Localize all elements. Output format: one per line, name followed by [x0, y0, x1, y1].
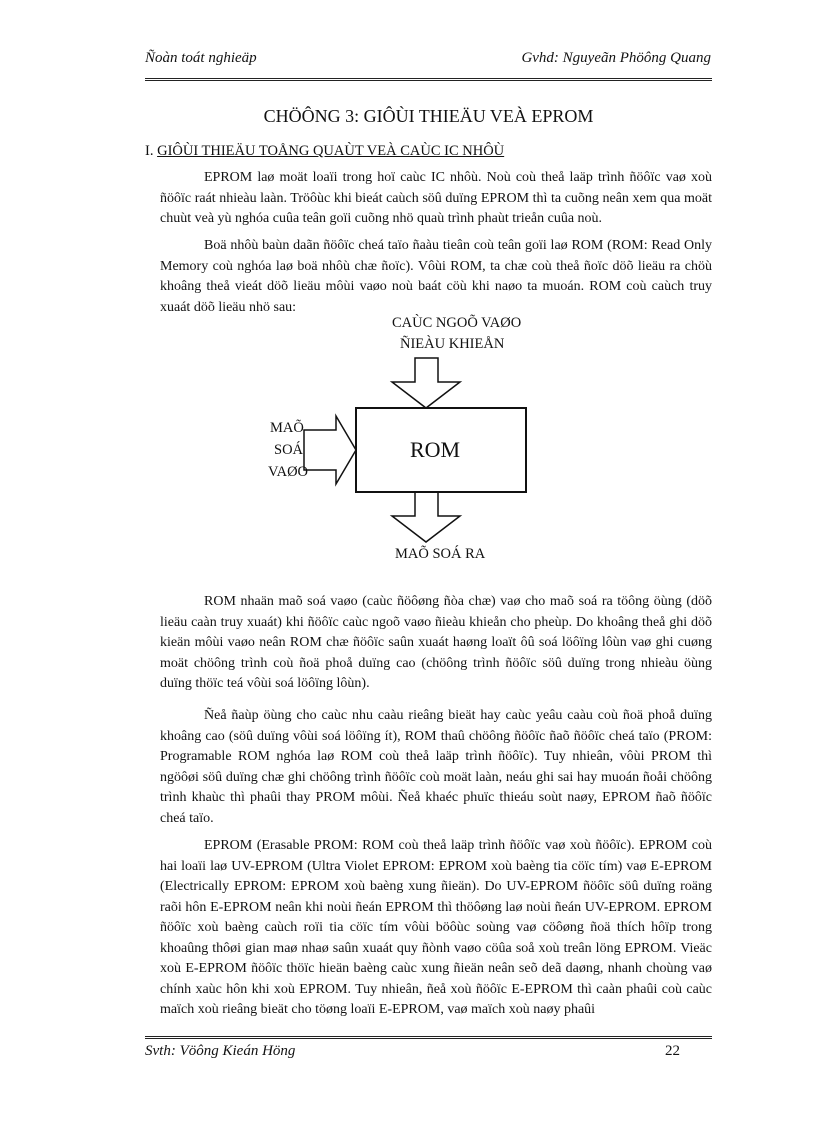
- footer-author: Svth: Vöông Kieán Höng: [145, 1043, 296, 1059]
- control-arrow: [392, 358, 460, 408]
- paragraph-rom-operation: ROM nhaän maõ soá vaøo (caùc ñöôøng ñòa chæ) vaø cho maõ soá ra töông öùng (döõ lieäu caàn truy xuaát) khi ñöôïc caùc ngoõ vaøo ñieàu khieån cho pheùp. Do khoâng theå ghi döõ kieän môùi vaøo neân ROM chæ ñöôïc saûn xuaát haøng loaït ôû soá löôïng lôùn vaø ghi cuøng moät chöông trình coù ñoä phoå duïng cao (chöông trình ñöôïc söû duïng trong nhieàu öùng duïng thöïc teá vôùi soá löôïng lôùn).: [160, 594, 712, 691]
- footer-divider: [145, 1036, 712, 1039]
- rom-box-label: ROM: [410, 437, 461, 462]
- input-arrow: [304, 416, 356, 484]
- section-title: GIÔÙI THIEÄU TOÅNG QUAÙT VEÀ CAÙC IC NHÔÙ: [157, 143, 505, 159]
- input-label-line2: SOÁ: [274, 442, 304, 458]
- control-label-line1: CAÙC NGOÕ VAØO: [392, 315, 522, 331]
- paragraph-eprom: EPROM (Erasable PROM: ROM coù theå laäp trình ñöôïc vaø xoù ñöôïc). EPROM coù hai loaïi laø UV-EPROM (Ultra Violet EPROM: EPROM xoù baèng tia cöïc tím) vaø E-EPROM (Electrically EPROM: EPROM xoù baèng xung ñieän). Do UV-EPROM ñöôïc söû duïng roäng raõi hôn E-EPROM neân khi noùi ñeán EPROM thì thöôøng laø noùi ñeán UV-EPROM. EPROM ñöôïc xoù baèng caùch roïi tia cöïc tím vôùi böôùc soùng vaø cöôøng ñoä thích hôïp trong khoaûng thôøi gian maø nhaø saûn xuaát quy ñònh vaøo cöûa soå xoù treân löng EPROM. Vieäc xoù E-EPROM ñöôïc thöïc hieän baèng caùc xung ñieän neân seõ deã daøng, nhanh choùng vaø chính xaùc hôn khi xoù EPROM. Tuy nhieân, ñeå xoù ñöôïc E-EPROM thì caàn phaûi coù caùc maïch xoù rieâng bieät cho töøng loaïi E-EPROM, vaø maïch xoù naøy phaûi: [160, 838, 712, 1017]
- header-divider: [145, 78, 712, 81]
- chapter-title: CHÖÔNG 3: GIÔÙI THIEÄU VEÀ EPROM: [263, 106, 594, 126]
- header-left: Ñoàn toát nghieäp: [145, 50, 257, 66]
- paragraph-prom: Ñeå ñaùp öùng cho caùc nhu caàu rieâng bieät hay caùc yeâu caàu coù ñoä phoå duïng khoâng cao (söû duïng vôùi soá löôïng ít), ROM thaû chöông ñöôïc ñaõ ñöôïc cheá taïo (PROM: Programable ROM nghóa laø ROM coù theå laäp trình ñöôïc). Tuy nhieân, vôùi PROM thì ngöôøi söû duïng chæ ghi chöông trình ñöôïc coù moät laàn, neáu ghi sai hay muoán ñoåi chöông trình khaùc thì phaûi thay PROM môùi. Ñeå khaéc phuïc thieáu soùt naøy, EPROM ñaõ ñöôïc cheá taïo.: [160, 708, 712, 826]
- output-label: MAÕ SOÁ RA: [395, 546, 486, 562]
- page-number: 22: [665, 1043, 680, 1059]
- section-number: I.: [145, 143, 158, 159]
- output-arrow: [392, 492, 460, 542]
- rom-block-diagram: [260, 310, 540, 580]
- input-label-line3: VAØO: [268, 464, 309, 480]
- section-heading: [145, 143, 504, 160]
- paragraph-rom: Boä nhôù baùn daãn ñöôïc cheá taïo ñaàu tieân coù teân goïi laø ROM (ROM: Read Only Memory coù nghóa laø boä nhôù chæ ñoïc). Vôùi ROM, ta chæ coù theå ñoïc döõ lieäu ra chöù khoâng theå vieát döõ lieäu môùi vaøo noù baát cöù khi naøo ta muoán. ROM coù caùch truy xuaát döõ lieäu nhö sau:: [160, 238, 712, 315]
- paragraph-intro: EPROM laø moät loaïi trong hoï caùc IC nhôù. Noù coù theå laäp trình ñöôïc vaø xoù ñöôïc raát nhieàu laàn. Tröôùc khi bieát caùch söû duïng EPROM thì ta cuõng neân xem qua moät chuùt veà yù nghóa cuûa teân goïi cuõng nhö quaù trình phaùt trieån cuûa noù.: [160, 170, 712, 226]
- control-label-line2: ÑIEÀU KHIEÅN: [400, 336, 505, 352]
- header-right: Gvhd: Nguyeãn Phöông Quang: [521, 50, 711, 66]
- input-label-line1: MAÕ: [270, 420, 304, 436]
